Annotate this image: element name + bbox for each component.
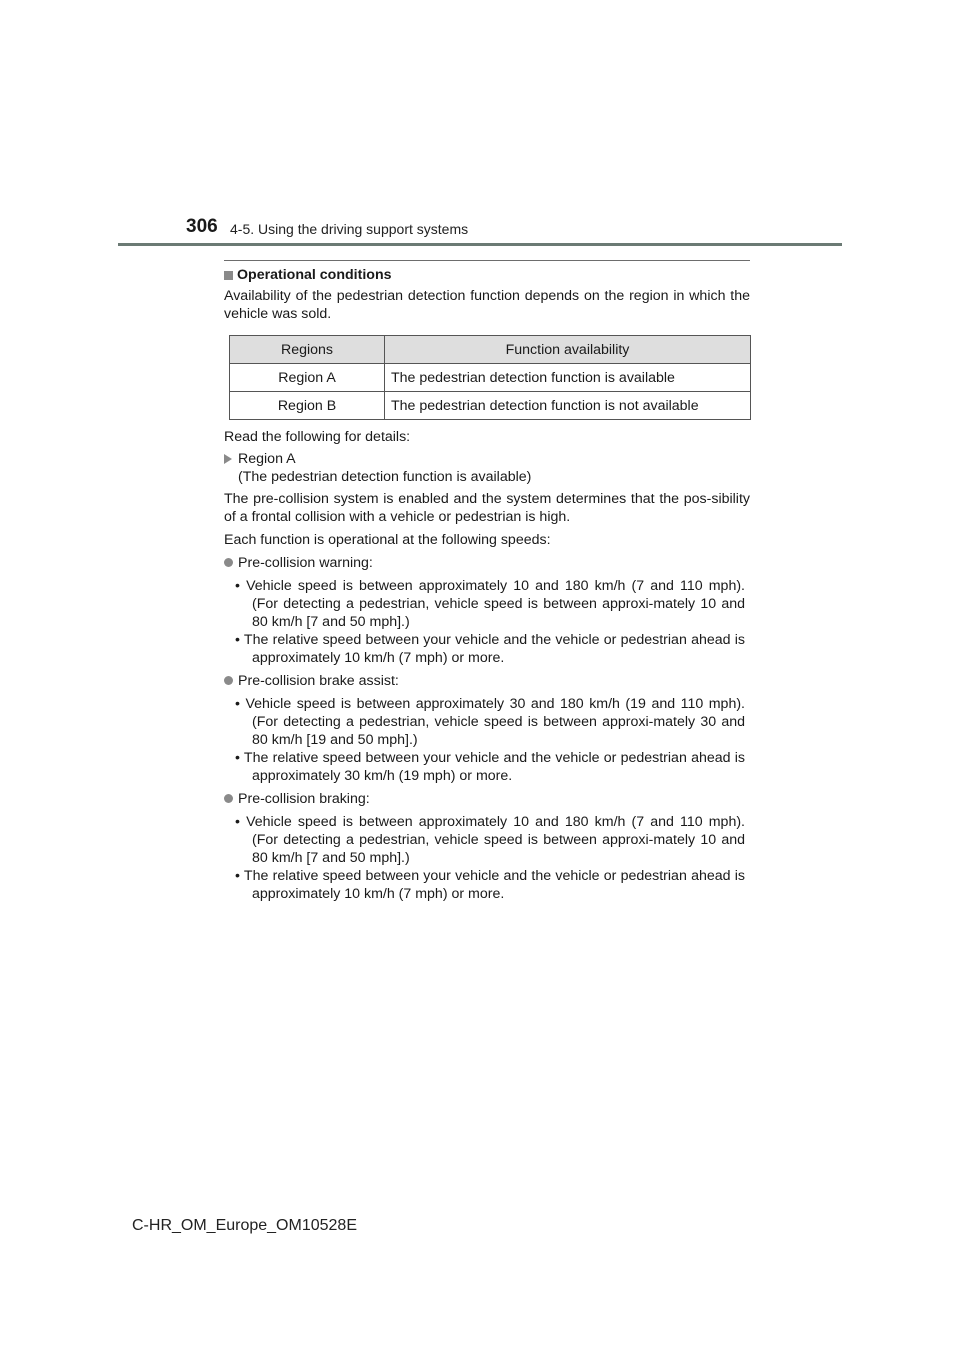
bullet-braking (224, 790, 750, 808)
square-bullet-icon (224, 271, 233, 280)
content-divider (224, 260, 750, 261)
circle-bullet-icon (224, 676, 233, 685)
intro-paragraph: Availability of the pedestrian detection function depends on the region in which the vehicle was sold. (224, 288, 750, 322)
sub-item: • The relative speed between your vehicle and the vehicle or pedestrian ahead is approximately 10 km/h (7 mph) or more. (235, 868, 745, 902)
table-header-regions: Regions (230, 336, 385, 364)
bullet-title: Pre-collision braking: (238, 791, 370, 807)
circle-bullet-icon (224, 558, 233, 567)
table-row (230, 392, 751, 420)
bullet-warning (224, 554, 750, 572)
section-heading (224, 266, 750, 284)
paragraph-speeds: Each function is operational at the following speeds: (224, 532, 551, 548)
region-item (224, 450, 750, 486)
paragraph-system: The pre-collision system is enabled and the system determines that the pos-sibility of a frontal collision with a vehicle or pedestrian is high. (224, 491, 750, 525)
sub-item: • Vehicle speed is between approximately 10 and 180 km/h (7 and 110 mph). (For detecting a pedestrian, vehicle speed is between approxi-mately 10 and 80 km/h [7 and 50 mph].) (235, 578, 745, 630)
section-title: 4-5. Using the driving support systems (230, 221, 469, 237)
sub-item: • Vehicle speed is between approximately 30 and 180 km/h (19 and 110 mph). (For detecting a pedestrian, vehicle speed is between approxi-mately 30 and 80 km/h [19 and 50 mph].) (235, 696, 745, 748)
table-row (230, 364, 751, 392)
footer-doc-id: C-HR_OM_Europe_OM10528E (132, 1217, 357, 1234)
table-cell-function: The pedestrian detection function is not available (385, 392, 751, 420)
content-area (224, 266, 750, 903)
circle-bullet-icon (224, 794, 233, 803)
read-details: Read the following for details: (224, 429, 411, 445)
table-cell-region: Region B (230, 392, 385, 420)
bullet-title: Pre-collision warning: (238, 555, 373, 571)
sub-item: • The relative speed between your vehicle and the vehicle or pedestrian ahead is approximately 10 km/h (7 mph) or more. (235, 632, 745, 666)
table-header-row (230, 336, 751, 364)
sub-item: • Vehicle speed is between approximately 10 and 180 km/h (7 and 110 mph). (For detecting a pedestrian, vehicle speed is between approxi-mately 10 and 80 km/h [7 and 50 mph].) (235, 814, 745, 866)
region-item-note: (The pedestrian detection function is available) (238, 469, 532, 485)
table-cell-function: The pedestrian detection function is available (385, 364, 751, 392)
region-item-title: Region A (238, 451, 296, 467)
page-number: 306 (186, 216, 218, 237)
triangle-arrow-icon (224, 454, 232, 464)
regions-table (229, 335, 751, 420)
bullet-brake-assist (224, 672, 750, 690)
sub-item: • The relative speed between your vehicle and the vehicle or pedestrian ahead is approximately 30 km/h (19 mph) or more. (235, 750, 745, 784)
bullet-title: Pre-collision brake assist: (238, 673, 399, 689)
heading-text: Operational conditions (237, 267, 392, 283)
header-divider (118, 243, 842, 246)
table-header-function: Function availability (385, 336, 751, 364)
table-cell-region: Region A (230, 364, 385, 392)
